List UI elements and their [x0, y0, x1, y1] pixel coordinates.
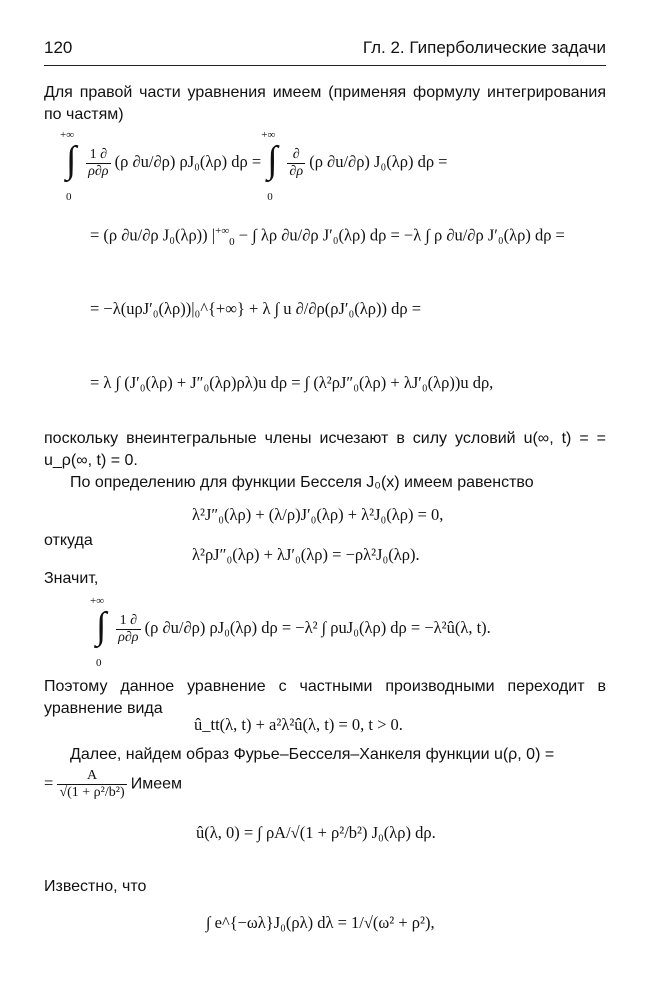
equation-bessel-2: λ²ρJ″₀(λρ) + λJ′₀(λρ) = −ρλ²J₀(λρ). — [192, 545, 420, 564]
paragraph-image: Далее, найдем образ Фурье–Бесселя–Ханкеля функции u(ρ, 0) = — [70, 746, 555, 763]
equation-1: +∞ ∫ 0 $\frac{1 \partial}{\rho\partial\rho}$ (ρ ∂u/∂ρ) ρJ₀(λρ) dρ = +∞ ∫ 0 ∂ ∂ρ (ρ ∂u/∂ρ) J₀(λρ) dρ = — [60, 129, 448, 203]
header-rule — [44, 65, 606, 66]
paragraph-vanishing-terms: поскольку внеинтегральные члены исчезают в силу условий u(∞, t) = = u_ρ(∞, t) = 0. — [44, 430, 606, 469]
chapter-title: Гл. 2. Гиперболические задачи — [362, 38, 606, 57]
paragraph-hence: Значит, — [44, 570, 99, 587]
paragraph-whence: откуда — [44, 532, 93, 549]
running-header — [44, 38, 606, 62]
equation-3: = −λ(uρJ′₀(λρ))|₀^{+∞} + λ ∫ u ∂/∂ρ(ρJ′₀(λρ)) dρ = — [90, 299, 422, 318]
equation-known: ∫ e^{−ωλ}J₀(ρλ) dλ = 1/√(ω² + ρ²), — [206, 913, 435, 932]
equation-2: = (ρ ∂u/∂ρ J₀(λρ)) $|^{+\infty}_0$ − ∫ λρ ∂u/∂ρ J′₀(λρ) dρ = −λ ∫ ρ ∂u/∂ρ J′₀(λρ) dρ = — [90, 225, 565, 248]
paragraph-intro: Для правой части уравнения имеем (применяя формулу интегрирования по частям) — [44, 84, 606, 123]
equation-image: û(λ, 0) = ∫ ρA/√(1 + ρ²/b²) J₀(λρ) dρ. — [196, 823, 436, 842]
equation-ode: û_tt(λ, t) + a²λ²û(λ, t) = 0, t > 0. — [194, 715, 403, 734]
paragraph-bessel-definition: По определению для функции Бесселя J₀(x) имеем равенство — [70, 474, 534, 491]
equation-initial: = $\frac{A}{\text{√(1 + ρ²/b²)}}$ Имеем — [44, 768, 183, 800]
page-number: 120 — [44, 38, 73, 57]
paragraph-known: Известно, что — [44, 878, 147, 895]
equation-4: = λ ∫ (J′₀(λρ) + J″₀(λρ)ρλ)u dρ = ∫ (λ²ρJ″₀(λρ) + λJ′₀(λρ))u dρ, — [90, 373, 494, 392]
equation-transform: +∞ ∫ 0 $\frac{1 \partial}{\rho\partial\rho}$ (ρ ∂u/∂ρ) ρJ₀(λρ) dρ = −λ² ∫ ρuJ₀(λρ) dρ = −λ²û(λ, t). — [90, 595, 491, 669]
equation-bessel: λ²J″₀(λρ) + (λ/ρ)J′₀(λρ) + λ²J₀(λρ) = 0, — [192, 505, 444, 524]
paragraph-ode: Поэтому данное уравнение с частными производными переходит в уравнение вида — [44, 678, 606, 717]
